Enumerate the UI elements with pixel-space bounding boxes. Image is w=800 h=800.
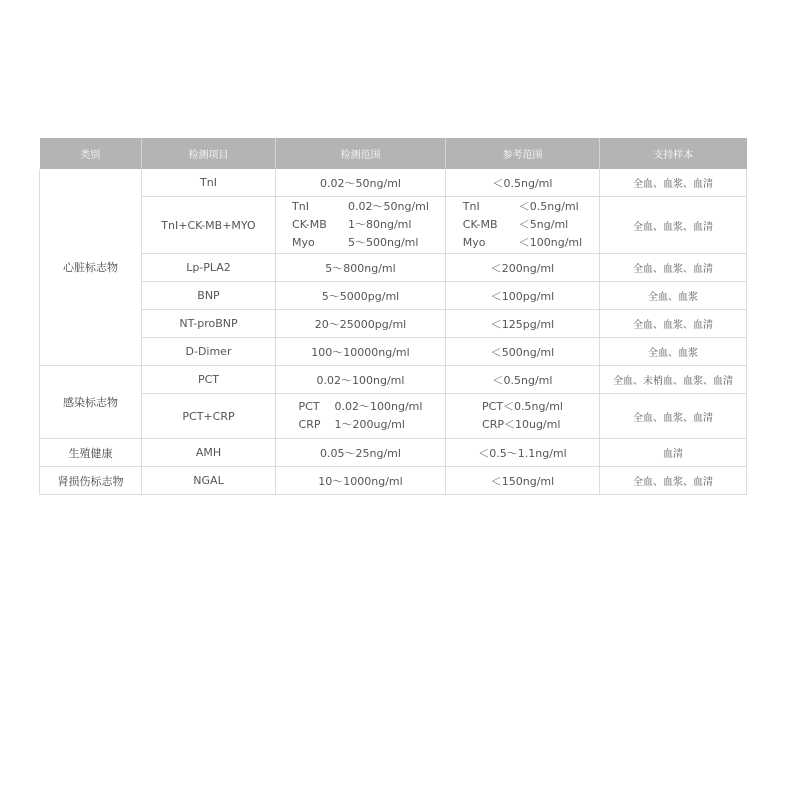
range-cell: 0.05～25ng/ml [276,439,446,467]
sample-cell: 全血、血浆 [600,338,747,366]
range-value: 1～200ug/ml [334,418,405,431]
table-row [40,366,747,394]
reference-cell: ＜150ng/ml [446,467,600,495]
item-cell: TnI [142,169,276,197]
range-value: 5～500ng/ml [348,236,419,249]
range-label: CRP [298,418,321,431]
item-cell: NT-proBNP [142,310,276,338]
reference-label: TnI [462,200,480,213]
table-row [40,439,747,467]
range-cell: 10～1000ng/ml [276,467,446,495]
table-header-row [40,138,747,169]
reference-cell [446,197,600,254]
reference-value: ＜0.5ng/ml [518,200,579,213]
reference-cell: ＜125pg/ml [446,310,600,338]
sample-cell: 全血、血浆、血清 [600,254,747,282]
reference-cell: ＜0.5ng/ml [446,169,600,197]
group-kidney: 肾损伤标志物 [40,467,142,495]
item-cell: NGAL [142,467,276,495]
range-cell: 100～10000ng/ml [276,338,446,366]
reference-value: CRP＜10ug/ml [482,418,561,431]
table-row [40,254,747,282]
range-cell: 0.02～100ng/ml [276,366,446,394]
range-cell: 20～25000pg/ml [276,310,446,338]
range-value: 1～80ng/ml [348,218,412,231]
sample-cell: 全血、血浆、血清 [600,169,747,197]
header-reference: 参考范围 [446,138,600,169]
reference-cell: ＜0.5ng/ml [446,366,600,394]
sample-cell: 全血、末梢血、血浆、血清 [600,366,747,394]
test-items-table-container [39,138,746,495]
range-value: 0.02～50ng/ml [348,200,429,213]
reference-value: ＜5ng/ml [518,218,569,231]
range-value: 0.02～100ng/ml [334,400,423,413]
reference-cell: ＜200ng/ml [446,254,600,282]
item-cell: TnI+CK-MB+MYO [142,197,276,254]
range-cell: 0.02～50ng/ml [276,169,446,197]
reference-value: PCT＜0.5ng/ml [482,400,563,413]
reference-label: CK-MB [462,218,498,231]
sample-cell: 全血、血浆、血清 [600,197,747,254]
item-cell: AMH [142,439,276,467]
reference-cell [446,394,600,439]
sample-cell: 全血、血浆、血清 [600,467,747,495]
item-cell: Lp-PLA2 [142,254,276,282]
range-cell [276,394,446,439]
range-label: TnI [292,200,309,213]
range-label: PCT [298,400,320,413]
group-infection: 感染标志物 [40,366,142,439]
header-category: 类别 [40,138,142,169]
header-sample: 支持样本 [600,138,747,169]
item-cell: D-Dimer [142,338,276,366]
sample-cell: 全血、血浆、血清 [600,394,747,439]
table-row [40,169,747,197]
table-row [40,394,747,439]
group-cardiac: 心脏标志物 [40,169,142,366]
table-row [40,467,747,495]
item-cell: PCT+CRP [142,394,276,439]
range-cell: 5～800ng/ml [276,254,446,282]
header-range: 检测范围 [276,138,446,169]
sample-cell: 血清 [600,439,747,467]
test-items-table [39,138,747,495]
reference-cell: ＜500ng/ml [446,338,600,366]
reference-label: Myo [462,236,486,249]
item-cell: BNP [142,282,276,310]
table-row [40,282,747,310]
sample-cell: 全血、血浆 [600,282,747,310]
range-label: Myo [292,236,315,249]
range-label: CK-MB [292,218,327,231]
sample-cell: 全血、血浆、血清 [600,310,747,338]
table-row [40,197,747,254]
item-cell: PCT [142,366,276,394]
range-cell [276,197,446,254]
table-row [40,338,747,366]
reference-cell: ＜0.5～1.1ng/ml [446,439,600,467]
reference-value: ＜100ng/ml [518,236,583,249]
header-item: 检测项目 [142,138,276,169]
table-row [40,310,747,338]
reference-cell: ＜100pg/ml [446,282,600,310]
range-cell: 5～5000pg/ml [276,282,446,310]
group-fertility: 生殖健康 [40,439,142,467]
